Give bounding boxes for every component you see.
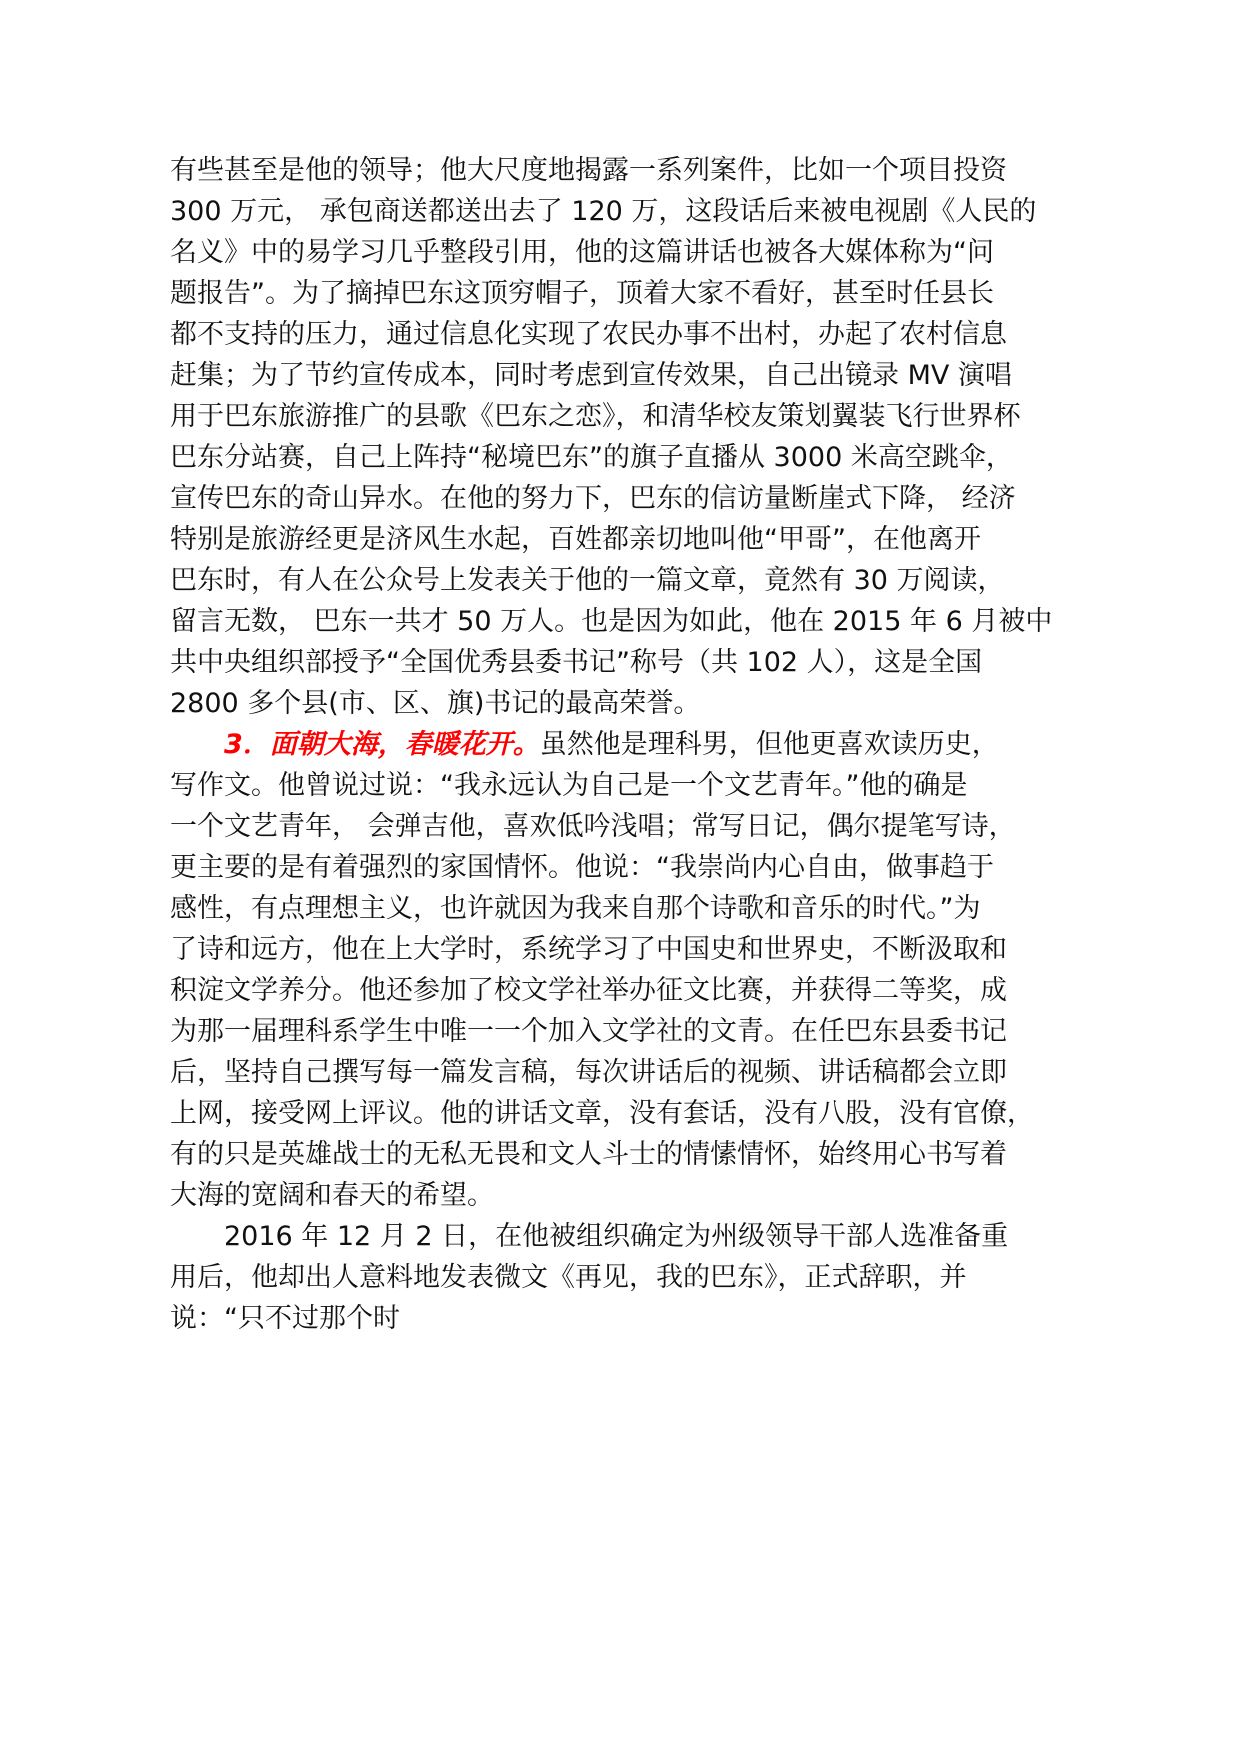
text-line: 300 万元， 承包商送都送出去了 120 万，这段话后来被电视剧《人民的 [170,196,1037,227]
text-line: 宣传巴东的奇山异水。在他的努力下，巴东的信访量断崖式下降， 经济 [170,483,1016,514]
final-paragraph [170,1216,1110,1339]
text-line: 上网，接受网上评议。他的讲话文章，没有套话，没有八股，没有官僚， [170,1098,1034,1129]
text-line: 题报告”。为了摘掉巴东这顶穷帽子，顶着大家不看好，甚至时任县长 [170,278,994,309]
text-run: 虽然他是理科男，但他更喜欢读历史， [539,729,999,760]
text-line: 都不支持的压力，通过信息化实现了农民办事不出村，办起了农村信息 [170,319,1007,350]
text-line: 留言无数， 巴东一共才 50 万人。也是因为如此，他在 2015 年 6 月被中 [170,606,1053,637]
text-line: 为那一届理科系学生中唯一一个加入文学社的文青。在任巴东县委书记 [170,1016,1007,1047]
text-line: 巴东时，有人在公众号上发表关于他的一篇文章，竟然有 30 万阅读， [170,565,1005,596]
text-line: 积淀文学养分。他还参加了校文学社举办征文比赛，并获得二等奖，成 [170,975,1007,1006]
text-line: 特别是旅游经更是济风生水起，百姓都亲切地叫他“甲哥”，在他离开 [170,524,981,555]
text-line: 2800 多个县(市、区、旗)书记的最高荣誉。 [170,688,701,719]
section-3-paragraph [170,724,1110,1216]
text-line: 后，坚持自己撰写每一篇发言稿，每次讲话后的视频、讲话稿都会立即 [170,1057,1007,1088]
text-line: 有的只是英雄战士的无私无畏和文人斗士的情愫情怀，始终用心书写着 [170,1139,1007,1170]
text-line: 有些甚至是他的领导；他大尺度地揭露一系列案件，比如一个项目投资 [170,155,1007,186]
text-line: 巴东分站赛，自己上阵持“秘境巴东”的旗子直播从 3000 米高空跳伞， [170,442,1013,473]
text-line: 赶集；为了节约宣传成本，同时考虑到宣传效果，自己出镜录 MV 演唱 [170,360,1012,391]
section-heading: 3．面朝大海，春暖花开。 [224,729,540,760]
text-line: 大海的宽阔和春天的希望。 [170,1180,494,1211]
text-line: 一个文艺青年， 会弹吉他，喜欢低吟浅唱；常写日记，偶尔提笔写诗， [170,811,1016,842]
text-line: 了诗和远方，他在上大学时，系统学习了中国史和世界史，不断汲取和 [170,934,1007,965]
text-line: 用后，他却出人意料地发表微文《再见，我的巴东》，正式辞职，并 [170,1262,967,1293]
text-line: 用于巴东旅游推广的县歌《巴东之恋》，和清华校友策划翼装飞行世界杯 [170,401,1021,432]
text-line: 更主要的是有着强烈的家国情怀。他说：“我崇尚内心自由，做事趋于 [170,852,994,883]
document-body [170,150,1110,1339]
text-line: 名义》中的易学习几乎整段引用，他的这篇讲话也被各大媒体称为“问 [170,237,994,268]
paragraph-continued [170,150,1110,724]
section-3-first-line [170,724,1110,765]
text-line: 共中央组织部授予“全国优秀县委书记”称号（共 102 人），这是全国 [170,647,983,678]
text-line: 写作文。他曾说过说：“我永远认为自己是一个文艺青年。”他的确是 [170,770,968,801]
text-line: 说：“只不过那个时 [170,1303,400,1334]
text-line: 2016 年 12 月 2 日，在他被组织确定为州级领导干部人选准备重 [224,1221,1009,1252]
text-line: 感性，有点理想主义，也许就因为我来自那个诗歌和音乐的时代。”为 [170,893,981,924]
